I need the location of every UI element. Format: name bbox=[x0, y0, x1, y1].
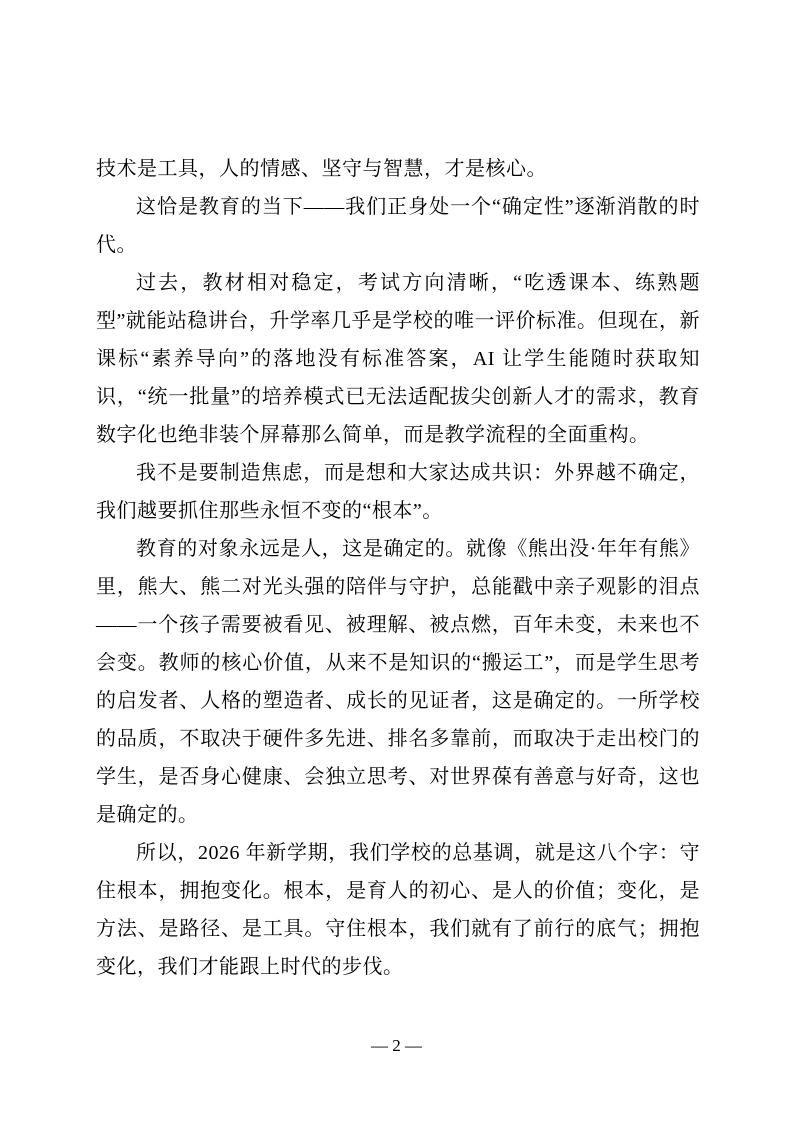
paragraph: 过去，教材相对稳定，考试方向清晰，“吃透课本、练熟题型”就能站稳讲台，升学率几乎是学校的唯一评价标准。但现在，新课标“素养导向”的落地没有标准答案，AI 让学生能随时获取知识，“统一批量”的培养模式已无法适配拔尖创新人才的需求，教育数字化也绝非装个屏幕那么简单，而是教学流程的全面重构。 bbox=[96, 272, 700, 446]
paragraph: 我不是要制造焦虑，而是想和大家达成共识：外界越不确定，我们越要抓住那些永恒不变的“根本”。 bbox=[96, 462, 700, 522]
page-number: — 2 — bbox=[371, 1036, 422, 1055]
paragraph: 所以，2026 年新学期，我们学校的总基调，就是这八个字：守住根本，拥抱变化。根本，是育人的初心、是人的价值；变化，是方法、是路径、是工具。守住根本，我们就有了前行的底气；拥抱变化，我们才能跟上时代的步伐。 bbox=[96, 842, 700, 978]
document-body bbox=[96, 150, 700, 986]
page-footer bbox=[0, 1036, 793, 1056]
paragraph: 教育的对象永远是人，这是确定的。就像《熊出没·年年有熊》里，熊大、熊二对光头强的陪伴与守护，总能戳中亲子观影的泪点——一个孩子需要被看见、被理解、被点燃，百年未变，未来也不会变。教师的核心价值，从来不是知识的“搬运工”，而是学生思考的启发者、人格的塑造者、成长的见证者，这是确定的。一所学校的品质，不取决于硬件多先进、排名多靠前，而取决于走出校门的学生，是否身心健康、会独立思考、对世界葆有善意与好奇，这也是确定的。 bbox=[96, 538, 700, 826]
paragraph: 这恰是教育的当下——我们正身处一个“确定性”逐渐消散的时代。 bbox=[96, 196, 700, 256]
paragraph: 技术是工具，人的情感、坚守与智慧，才是核心。 bbox=[96, 158, 547, 180]
